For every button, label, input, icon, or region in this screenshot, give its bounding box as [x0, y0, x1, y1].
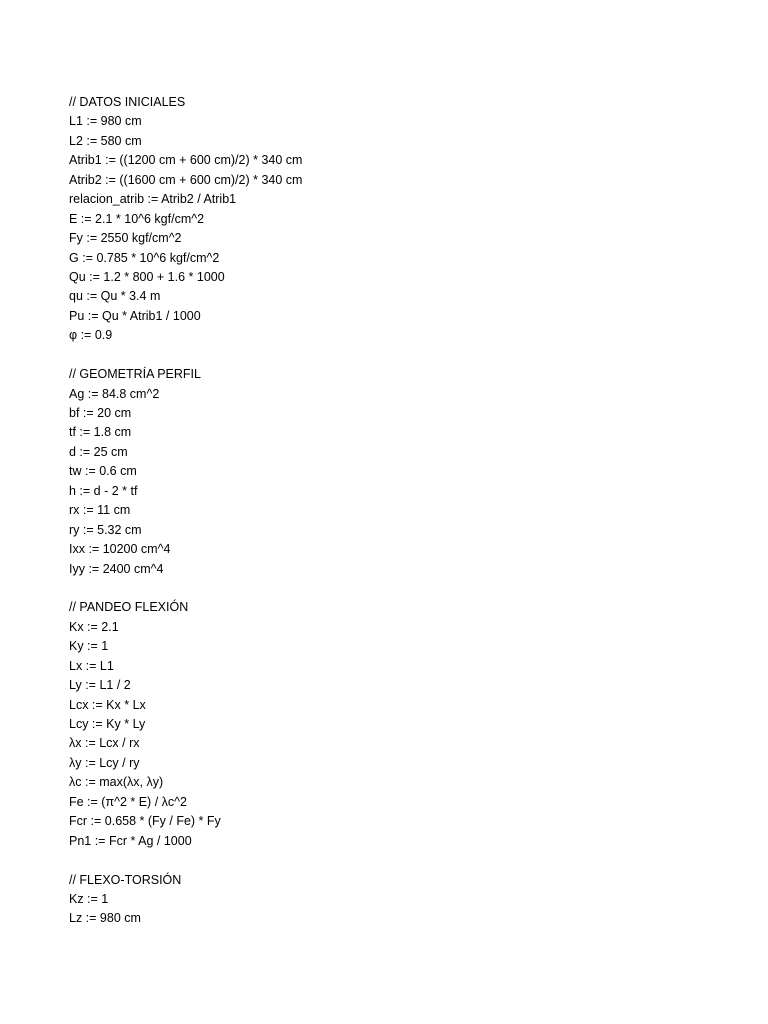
formula-line: λx := Lcx / rx [69, 736, 140, 751]
formula-line: Ly := L1 / 2 [69, 678, 131, 693]
formula-line: tw := 0.6 cm [69, 464, 137, 479]
formula-line: E := 2.1 * 10^6 kgf/cm^2 [69, 211, 205, 226]
section-heading: // GEOMETRÍA PERFIL [69, 367, 201, 382]
section-block [69, 871, 729, 929]
formula-line: Lcx := Kx * Lx [69, 697, 146, 712]
formula-line: L2 := 580 cm [69, 133, 142, 148]
formula-line: λc := max(λx, λy) [69, 775, 164, 790]
formula-line: tf := 1.8 cm [69, 425, 132, 440]
formula-line: Ag := 84.8 cm^2 [69, 386, 160, 401]
formula-line: Fcr := 0.658 * (Fy / Fe) * Fy [69, 814, 221, 829]
section-spacer [69, 851, 729, 870]
section-block [69, 598, 729, 851]
formula-line: G := 0.785 * 10^6 kgf/cm^2 [69, 250, 220, 265]
formula-line: Kz := 1 [69, 891, 109, 906]
formula-line: rx := 11 cm [69, 503, 131, 518]
formula-line: relacion_atrib := Atrib2 / Atrib1 [69, 192, 237, 207]
formula-line: ry := 5.32 cm [69, 522, 142, 537]
document-page [69, 93, 729, 929]
formula-line: Pu := Qu * Atrib1 / 1000 [69, 308, 201, 323]
formula-line: L1 := 980 cm [69, 114, 142, 129]
formula-line: Lx := L1 [69, 658, 114, 673]
section-heading: // FLEXO-TORSIÓN [69, 872, 182, 887]
section-spacer [69, 346, 729, 365]
section-heading: // DATOS INICIALES [69, 95, 186, 109]
formula-line: qu := Qu * 3.4 m [69, 289, 161, 304]
formula-line: d := 25 cm [69, 444, 128, 459]
formula-line: Ky := 1 [69, 639, 109, 654]
formula-line: Fe := (π^2 * E) / λc^2 [69, 794, 187, 809]
section-block [69, 365, 729, 579]
formula-line: Ixx := 10200 cm^4 [69, 542, 171, 557]
formula-line: λy := Lcy / ry [69, 755, 140, 770]
formula-line: Fy := 2550 kgf/cm^2 [69, 231, 182, 246]
formula-line: bf := 20 cm [69, 406, 132, 420]
formula-line: Kx := 2.1 [69, 619, 119, 634]
formula-line: φ := 0.9 [69, 328, 113, 343]
formula-line: Qu := 1.2 * 800 + 1.6 * 1000 [69, 269, 225, 284]
section-spacer [69, 579, 729, 598]
formula-line: Lcy := Ky * Ly [69, 717, 146, 731]
formula-line: Atrib2 := ((1600 cm + 600 cm)/2) * 340 cm [69, 172, 303, 187]
formula-line: Iyy := 2400 cm^4 [69, 561, 164, 576]
formula-line: Lz := 980 cm [69, 911, 141, 926]
formula-line: h := d - 2 * tf [69, 483, 138, 498]
section-heading: // PANDEO FLEXIÓN [69, 600, 189, 615]
section-block [69, 93, 729, 346]
formula-line: Pn1 := Fcr * Ag / 1000 [69, 833, 192, 848]
formula-line: Atrib1 := ((1200 cm + 600 cm)/2) * 340 cm [69, 153, 303, 168]
